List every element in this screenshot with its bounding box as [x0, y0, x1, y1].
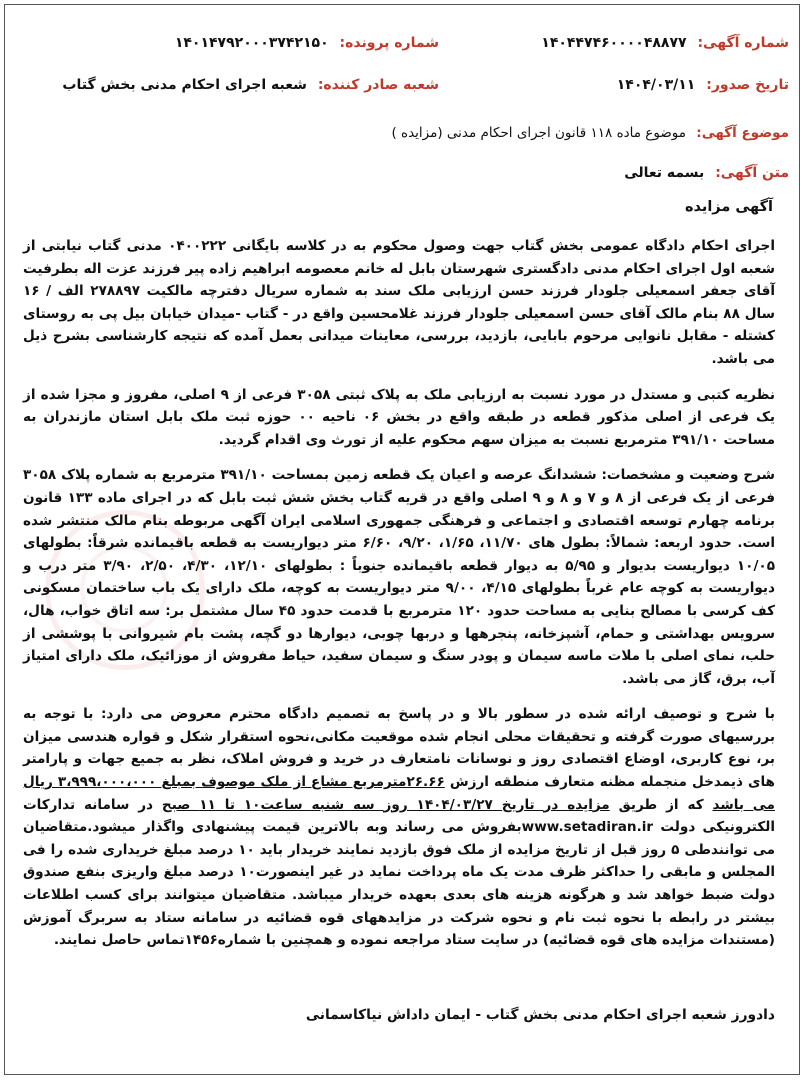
- file-number-label: شماره پرونده:: [339, 35, 439, 51]
- ad-number: [541, 35, 789, 51]
- issue-date: [617, 77, 789, 93]
- paragraph-4-part-c: در سامانه تدارکات الکترونیکی دولت www.setadiran.irبفروش می رساند وبه بالاترین قیمت پیشنهادی واگذار میشود.متقاضیان می توانندطی ۵ روز قبل از تاریخ مزایده از ملک فوق بازدید نمایند خریدار باید ۱۰ درصد مبلغ خریداری شده را فی المجلس و مابقی را حداکثر ظرف مدت یک ماه پرداخت نماید در غیر اینصورت۱۰ درصد مبلغ واریزی بنفع صندوق دولت ضبط خواهد شد و هرگونه هزینه های بعدی بعهده خریدار میباشد. متقاضیان میتوانند برای کسب اطلاعات بیشتر در رابطه با نحوه ثبت نام و نحوه شرکت در مزایدههای قوه قضائیه در سامانه ستاد به سربرگ آموزش (مستندات مزایده های قوه قضائیه) در سایت ستاد مراجعه نموده و همچنین با شماره۱۴۵۶تماس حاصل نمایند.: [23, 796, 775, 949]
- paragraph-4: [23, 703, 775, 952]
- notice-page: [4, 4, 800, 1075]
- subject-value: موضوع ماده ۱۱۸ قانون اجرای احکام مدنی (مزایده ): [391, 125, 686, 141]
- issuer: [62, 77, 439, 93]
- subject-line: [391, 125, 789, 141]
- notice-body: [23, 235, 775, 965]
- auction-date-underlined: مزایده در تاریخ ۱۴۰۴/۰۳/۲۷ روز سه شنبه ساعت۱۰ تا ۱۱ صبح: [161, 796, 610, 813]
- text-intro: بسمه تعالی: [624, 165, 705, 181]
- price-underlined: ۲۶.۶۶مترمربع مشاع از ملک موصوف بمبلغ ۳،۹۹۹،۰۰۰،۰۰۰ ریال می باشد: [23, 774, 775, 813]
- paragraph-4-part-b: که از طریق: [609, 796, 713, 813]
- subject-label: موضوع آگهی:: [696, 125, 789, 141]
- file-number-value: ۱۴۰۱۴۷۹۲۰۰۰۳۷۴۲۱۵۰: [174, 35, 329, 51]
- paragraph-2: نظریه کتبی و مستدل در مورد نسبت به ارزیابی ملک به پلاک ثبتی ۳۰۵۸ فرعی از ۹ اصلی، مفروز و مجزا شده از یک فرعی از اصلی مذکور قطعه در طبقه واقع در بخش ۰۶ ناحیه ۰۰ حوزه ثبت ملک بابل استان مازندران به مساحت ۳۹۱/۱۰ مترمربع نسبت به میزان سهم محکوم علیه از تورث وی اقدام گردید.: [23, 386, 776, 448]
- issuer-value: شعبه اجرای احکام مدنی بخش گتاب: [62, 77, 307, 93]
- issue-date-label: تاریخ صدور:: [706, 77, 789, 93]
- ad-number-value: ۱۴۰۴۴۷۴۶۰۰۰۰۴۸۸۷۷: [541, 35, 687, 51]
- paragraph-1: اجرای احکام دادگاه عمومی بخش گتاب جهت وصول محکوم به در کلاسه بایگانی ۰۴۰۰۲۲۲ مدنی گتاب نیابتی از شعبه اول اجرای احکام مدنی دادگستری شهرستان بابل له خانم معصومه ابراهیم زاده پیر فرزند عزت اله بطرفیت آقای جعفر اسمعیلی جلودار فرزند حسن ارزیابی ملک سند به شماره سریال دفترچه مالکیت ۲۷۸۸۹۷ الف / ۱۶ سال ۸۸ بنام مالک آقای حسن اسمعیلی جلودار فرزند غلامحسین واقع در - گتاب -میدان خیابان بیل پی به روستای کشتله - مقابل نانوایی مرحوم بابایی، بازدید، بررسی، معاینات میدانی بعمل آمده که نتیجه کارشناسی بشرح ذیل می باشد.: [23, 238, 775, 367]
- text-label-line: [624, 165, 789, 181]
- file-number: [175, 35, 439, 51]
- paragraph-3: شرح وضعیت و مشخصات: ششدانگ عرصه و اعیان یک قطعه زمین بمساحت ۳۹۱/۱۰ مترمربع به شماره پلاک ۳۰۵۸ فرعی از یک فرعی از ۸ و ۷ و ۸ و ۹ اصلی واقع در قریه گتاب بخش شش ثبت بابل که در اجرای ماده ۱۳۳ قانون برنامه چهارم توسعه اقتصادی و اجتماعی و فرهنگی جمهوری اسلامی ایران آگهی مربوطه بنام مالک منتشر شده است. حدود اربعه: شمالاً: بطول های ۱۱/۷۰، ۱/۶۵، ۹/۲۰، ۶/۶۰ متر دیواریست به قطعه باقیمانده شرقاً: بطولهای ۱۰/۰۵ دیواریست بدیوار و ۵/۹۵ به دیوار قطعه باقیمانده جنوباً : بطولهای ۱۲/۱۰، ۴/۳۰، ۲/۵۰، ۳/۹۰ متر درب و دیواریست به کوچه عام غرباً بطولهای ۴/۱۵، ۹/۰۰ متر دیواریست به کوچه، ملک دارای یک باب ساختمان مسکونی کف کرسی با مصالح بنایی به مساحت حدود ۱۲۰ مترمربع با قدمت حدود ۴۵ سال مشتمل بر: سه اتاق خواب، هال، سرویس بهداشتی و حمام، آشپزخانه، پنجرهها و دربها چوبی، دیوارها دو گچه، پشت بام شیروانی با پوششی از حلب، نمای اصلی با ملات ماسه سیمان و پودر سنگ و سیمان سفید، حیاط مفروش از موزائیک، ملک دارای امتیاز آب، برق، گاز می باشد.: [23, 467, 776, 687]
- text-label: متن آگهی:: [715, 165, 789, 181]
- ad-number-label: شماره آگهی:: [697, 35, 789, 51]
- issuer-label: شعبه صادر کننده:: [317, 77, 439, 93]
- signature: دادورز شعبه اجرای احکام مدنی بخش گتاب - ایمان داداش نیاکاسمانی: [305, 1007, 775, 1023]
- issue-date-value: ۱۴۰۴/۰۳/۱۱: [616, 77, 696, 93]
- notice-heading: آگهی مزایده: [684, 199, 773, 215]
- paragraph-4-part-a: با شرح و توصیف ارائه شده در سطور بالا و در پاسخ به تصمیم دادگاه محترم معروض می دارد: با توجه به بررسیهای صورت گرفته و تحقیقات محلی انجام شده موقعیت مکانی،نحوه استقرار شکل و قواره هندسی میزان بر، نوع کاربری، اوضاع اقتصادی روز و نوسانات نامتعارف در خرید و فروش املاک، نظر به جمیع جهات و پارامتر های ذیمدخل منجمله مظنه متعارف منطقه ارزش: [23, 706, 775, 791]
